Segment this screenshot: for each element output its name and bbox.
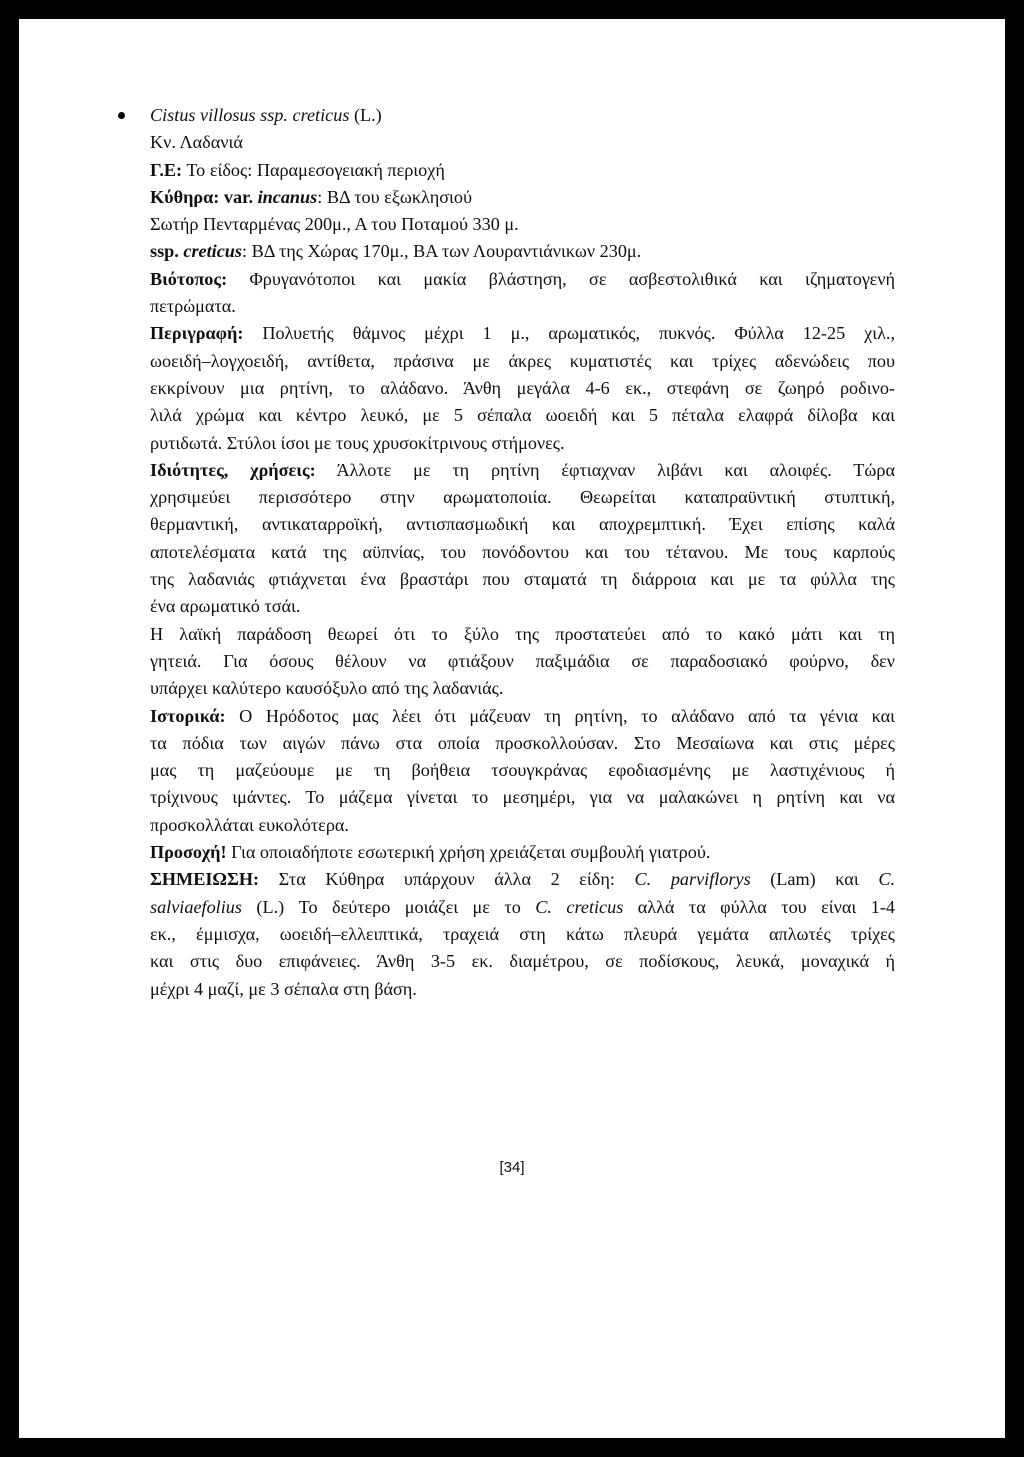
folklore-line: Η λαϊκή παράδοση θεωρεί ότι το ξύλο της προστατεύει από το κακό μάτι και τη (150, 623, 895, 644)
note-line: εκ., έμμισχα, ωοειδή–ελλειπτικά, τραχειά στη κάτω πλευρά γεμάτα απλωτές τρίχες (150, 923, 895, 944)
bullet-icon (118, 112, 125, 119)
common-name: Κν. Λαδανιά (150, 132, 243, 153)
history-line: τρίχινους ιμάντες. Το μάζεμα γίνεται το μεσημέρι, για να μαλακώνει η ρητίνη και να (150, 787, 895, 808)
note-line: και στις δυο επιφάνειες. Άνθη 3-5 εκ. διαμέτρου, σε ποδίσκους, λευκά, μοναχικά ή (150, 951, 895, 972)
properties-line: της λαδανιάς φτιάχνεται ένα βραστάρι που σταματά τη διάρροια και με τα φύλλα της (150, 569, 895, 590)
biotope-line: πετρώματα. (150, 296, 236, 317)
history-line: τα πόδια των αιγών πάνω στα οποία προσκολλούσαν. Στο Μεσαίωνα και στις μέρες (150, 732, 895, 753)
folklore-line: γητειά. Για όσους θέλουν να φτιάξουν παξιμάδια σε παραδοσιακό φούρνο, δεν (150, 650, 895, 671)
history-line: Ιστορικά: Ο Ηρόδοτος μας λέει ότι μάζευαν τη ρητίνη, το αλάδανο από τα γένια και (150, 705, 895, 726)
subspecies-name: creticus (292, 105, 350, 125)
properties-line: αποτελέσματα κατά της αϋπνίας, του πονόδοντου και του τέτανου. Με τους καρπούς (150, 541, 895, 562)
kythira-ssp: ssp. creticus: ΒΔ της Χώρας 170μ., ΒΑ των Λουραντιάνικων 230μ. (150, 241, 642, 262)
author-citation: (L.) (353, 105, 382, 125)
properties-line: θερμαντική, αντικαταρροϊκή, αντισπασμωδική και αποχρεμπτική. Έχει επίσης καλά (150, 514, 895, 535)
properties-line: χρησιμεύει περισσότερο στην αρωματοποιία. Θεωρείται καταπραϋντική στυπτική, (150, 487, 895, 508)
description-line: ρυτιδωτά. Στύλοι ίσοι με τους χρυσοκίτρινους στήμονες. (150, 432, 565, 453)
description-line: ωοειδή–λογχοειδή, αντίθετα, πράσινα με άκρες κυματιστές και τρίχες αδενώδεις που (150, 350, 895, 371)
caution-line: Προσοχή! Για οποιαδήποτε εσωτερική χρήση χρειάζεται συμβουλή γιατρού. (150, 842, 711, 863)
note-line: ΣΗΜΕΙΩΣΗ: Στα Κύθηρα υπάρχουν άλλα 2 είδη: C. parviflorys (Lam) και C. (150, 869, 895, 890)
note-line: salviaefolius (L.) Το δεύτερο μοιάζει με το C. creticus αλλά τα φύλλα του είναι 1-4 (150, 896, 896, 917)
description-line: Περιγραφή: Πολυετής θάμνος μέχρι 1 μ., αρωματικός, πυκνός. Φύλλα 12-25 χιλ., (150, 323, 895, 344)
kythira-var: Κύθηρα: var. incanus: ΒΔ του εξωκλησιού (150, 186, 473, 207)
description-line: εκκρίνουν μια ρητίνη, το αλάδανο. Άνθη μεγάλα 4-6 εκ., στεφάνη σε ζωηρό ροδινο- (150, 377, 895, 398)
history-line: προσκολλάται ευκολότερα. (150, 814, 349, 835)
species-heading (113, 102, 895, 129)
description-line: λιλά χρώμα και κέντρο λευκό, με 5 σέπαλα ωοειδή και 5 πέταλα ελαφρά δίλοβα και (150, 405, 895, 426)
note-line: μέχρι 4 μαζί, με 3 σέπαλα στη βάση. (150, 978, 417, 999)
page-number: [34] (499, 1159, 525, 1176)
distribution: Γ.Ε: Το είδος: Παραμεσογειακή περιοχή (150, 159, 445, 180)
ssp-label: ssp. (260, 105, 288, 125)
document-page (19, 19, 1005, 1438)
species-name: Cistus villosus (150, 105, 256, 125)
history-line: μας τη μαζεύουμε με τη βοήθεια τσουγκράνας εφοδιασμένης με λαστιχένιους ή (150, 760, 895, 781)
document-body (150, 102, 895, 1003)
kythira-locations: Σωτήρ Πενταρμένας 200μ., Α του Ποταμού 330 μ. (150, 214, 519, 235)
properties-line: ένα αρωματικό τσάι. (150, 596, 301, 617)
folklore-line: υπάρχει καλύτερο καυσόξυλο από της λαδανιάς. (150, 678, 504, 699)
properties-line: Ιδιότητες, χρήσεις: Άλλοτε με τη ρητίνη έφτιαχναν λιβάνι και αλοιφές. Τώρα (150, 459, 895, 480)
biotope-line: Βιότοπος: Φρυγανότοποι και μακία βλάστηση, σε ασβεστολιθικά και ιζηματογενή (150, 268, 895, 289)
